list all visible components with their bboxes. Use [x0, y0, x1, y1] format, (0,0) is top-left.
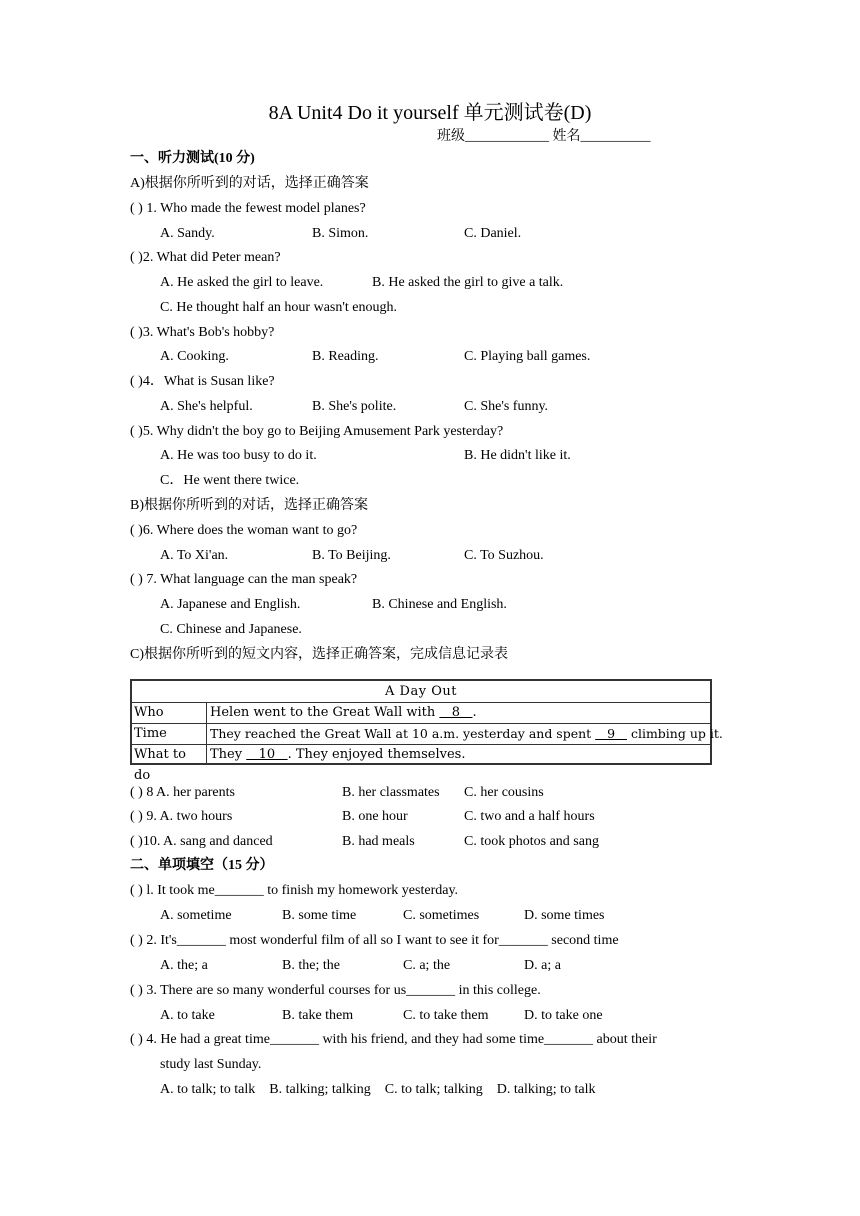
info-record-table: [130, 679, 723, 783]
option-b: B. He asked the girl to give a talk.: [372, 275, 564, 290]
section2-heading: 二、单项填空（15 分）: [130, 858, 274, 873]
question-stem: ( ) 8 A. her parents: [130, 785, 235, 800]
row-text: They 10 . They enjoyed themselves.: [210, 747, 466, 762]
question-stem: ( )3. What's Bob's hobby?: [130, 325, 275, 340]
question-stem: ( ) 3. There are so many wonderful courses for us_______ in this college.: [130, 983, 541, 998]
question-stem-continued: study last Sunday.: [160, 1057, 262, 1072]
option-a: A. sometime: [160, 908, 232, 923]
blank-8: 8: [439, 705, 473, 720]
table-row: [132, 723, 723, 745]
option-d: D. to take one: [524, 1008, 603, 1023]
question-stem: ( )10. A. sang and danced: [130, 834, 273, 849]
option-c: C. She's funny.: [464, 399, 549, 414]
row-label: What to do: [134, 747, 186, 783]
part-a-instruction: A)根据你所听到的对话，选择正确答案: [130, 176, 369, 191]
option-b: B. the; the: [282, 958, 340, 973]
option-b: B. some time: [282, 908, 357, 923]
option-a: A. She's helpful.: [160, 399, 253, 414]
row-label: Who: [134, 705, 164, 720]
option-c: C. a; the: [403, 958, 451, 973]
option-c: C. her cousins: [464, 785, 544, 800]
question-stem: ( )5. Why didn't the boy go to Beijing Amusement Park yesterday?: [130, 424, 504, 439]
option-b: B. Chinese and English.: [372, 597, 507, 612]
question-stem: ( )4．What is Susan like?: [130, 374, 275, 389]
option-d: D. a; a: [524, 958, 561, 973]
option-c: C. Chinese and Japanese.: [160, 622, 302, 637]
row-text: Helen went to the Great Wall with 8 .: [210, 705, 477, 720]
option-c: C. To Suzhou.: [464, 548, 544, 563]
option-c: C. to take them: [403, 1008, 489, 1023]
question-stem: ( ) 4. He had a great time_______ with his friend, and they had some time_______ about their: [130, 1032, 657, 1047]
option-a: A. He was too busy to do it.: [160, 448, 317, 463]
blank-9: 9: [595, 726, 627, 741]
option-b: B. She's polite.: [312, 399, 397, 414]
question-stem: ( ) 9. A. two hours: [130, 809, 233, 824]
part-c-instruction: C)根据你所听到的短文内容，选择正确答案，完成信息记录表: [130, 647, 508, 662]
option-c: C. Daniel.: [464, 226, 522, 241]
question-stem: ( ) 2. It's_______ most wonderful film of all so I want to see it for_______ second time: [130, 933, 619, 948]
table-row: [132, 744, 710, 783]
option-a: A. Cooking.: [160, 349, 229, 364]
part-b-instruction: B)根据你所听到的对话，选择正确答案: [130, 498, 368, 513]
option-c: C. Playing ball games.: [464, 349, 591, 364]
options-line: A. to talk; to talk B. talking; talking C. to talk; talking D. talking; to talk: [160, 1082, 596, 1097]
option-b: B. He didn't like it.: [464, 448, 571, 463]
option-b: B. take them: [282, 1008, 354, 1023]
option-a: A. He asked the girl to leave.: [160, 275, 324, 290]
section1-heading: 一、听力测试(10 分): [130, 151, 255, 166]
option-a: A. the; a: [160, 958, 208, 973]
blank-10: 10: [246, 747, 288, 762]
table-header: A Day Out: [132, 681, 710, 703]
option-c: C. He thought half an hour wasn't enough.: [160, 300, 397, 315]
question-stem: ( ) l. It took me_______ to finish my homework yesterday.: [130, 883, 459, 898]
question-stem: ( ) 7. What language can the man speak?: [130, 572, 358, 587]
option-b: B. one hour: [342, 809, 408, 824]
option-b: B. To Beijing.: [312, 548, 391, 563]
class-name-line: 班级____________ 姓名__________: [437, 129, 651, 144]
row-text: They reached the Great Wall at 10 a.m. yesterday and spent 9 climbing up it.: [210, 726, 723, 741]
option-a: A. Japanese and English.: [160, 597, 301, 612]
option-a: A. Sandy.: [160, 226, 215, 241]
question-stem: ( )2. What did Peter mean?: [130, 250, 281, 265]
option-b: B. Reading.: [312, 349, 379, 364]
option-a: A. to take: [160, 1008, 215, 1023]
option-c: C. took photos and sang: [464, 834, 599, 849]
option-b: B. Simon.: [312, 226, 369, 241]
page-title: 8A Unit4 Do it yourself 单元测试卷(D): [268, 102, 592, 124]
option-c: C. two and a half hours: [464, 809, 595, 824]
row-label: Time: [134, 726, 167, 741]
option-c: C．He went there twice.: [160, 473, 300, 488]
table-row: [132, 702, 710, 724]
question-stem: ( )6. Where does the woman want to go?: [130, 523, 358, 538]
question-stem: ( ) 1. Who made the fewest model planes?: [130, 201, 366, 216]
option-b: B. her classmates: [342, 785, 440, 800]
option-d: D. some times: [524, 908, 605, 923]
option-c: C. sometimes: [403, 908, 480, 923]
option-a: A. To Xi'an.: [160, 548, 229, 563]
option-b: B. had meals: [342, 834, 415, 849]
